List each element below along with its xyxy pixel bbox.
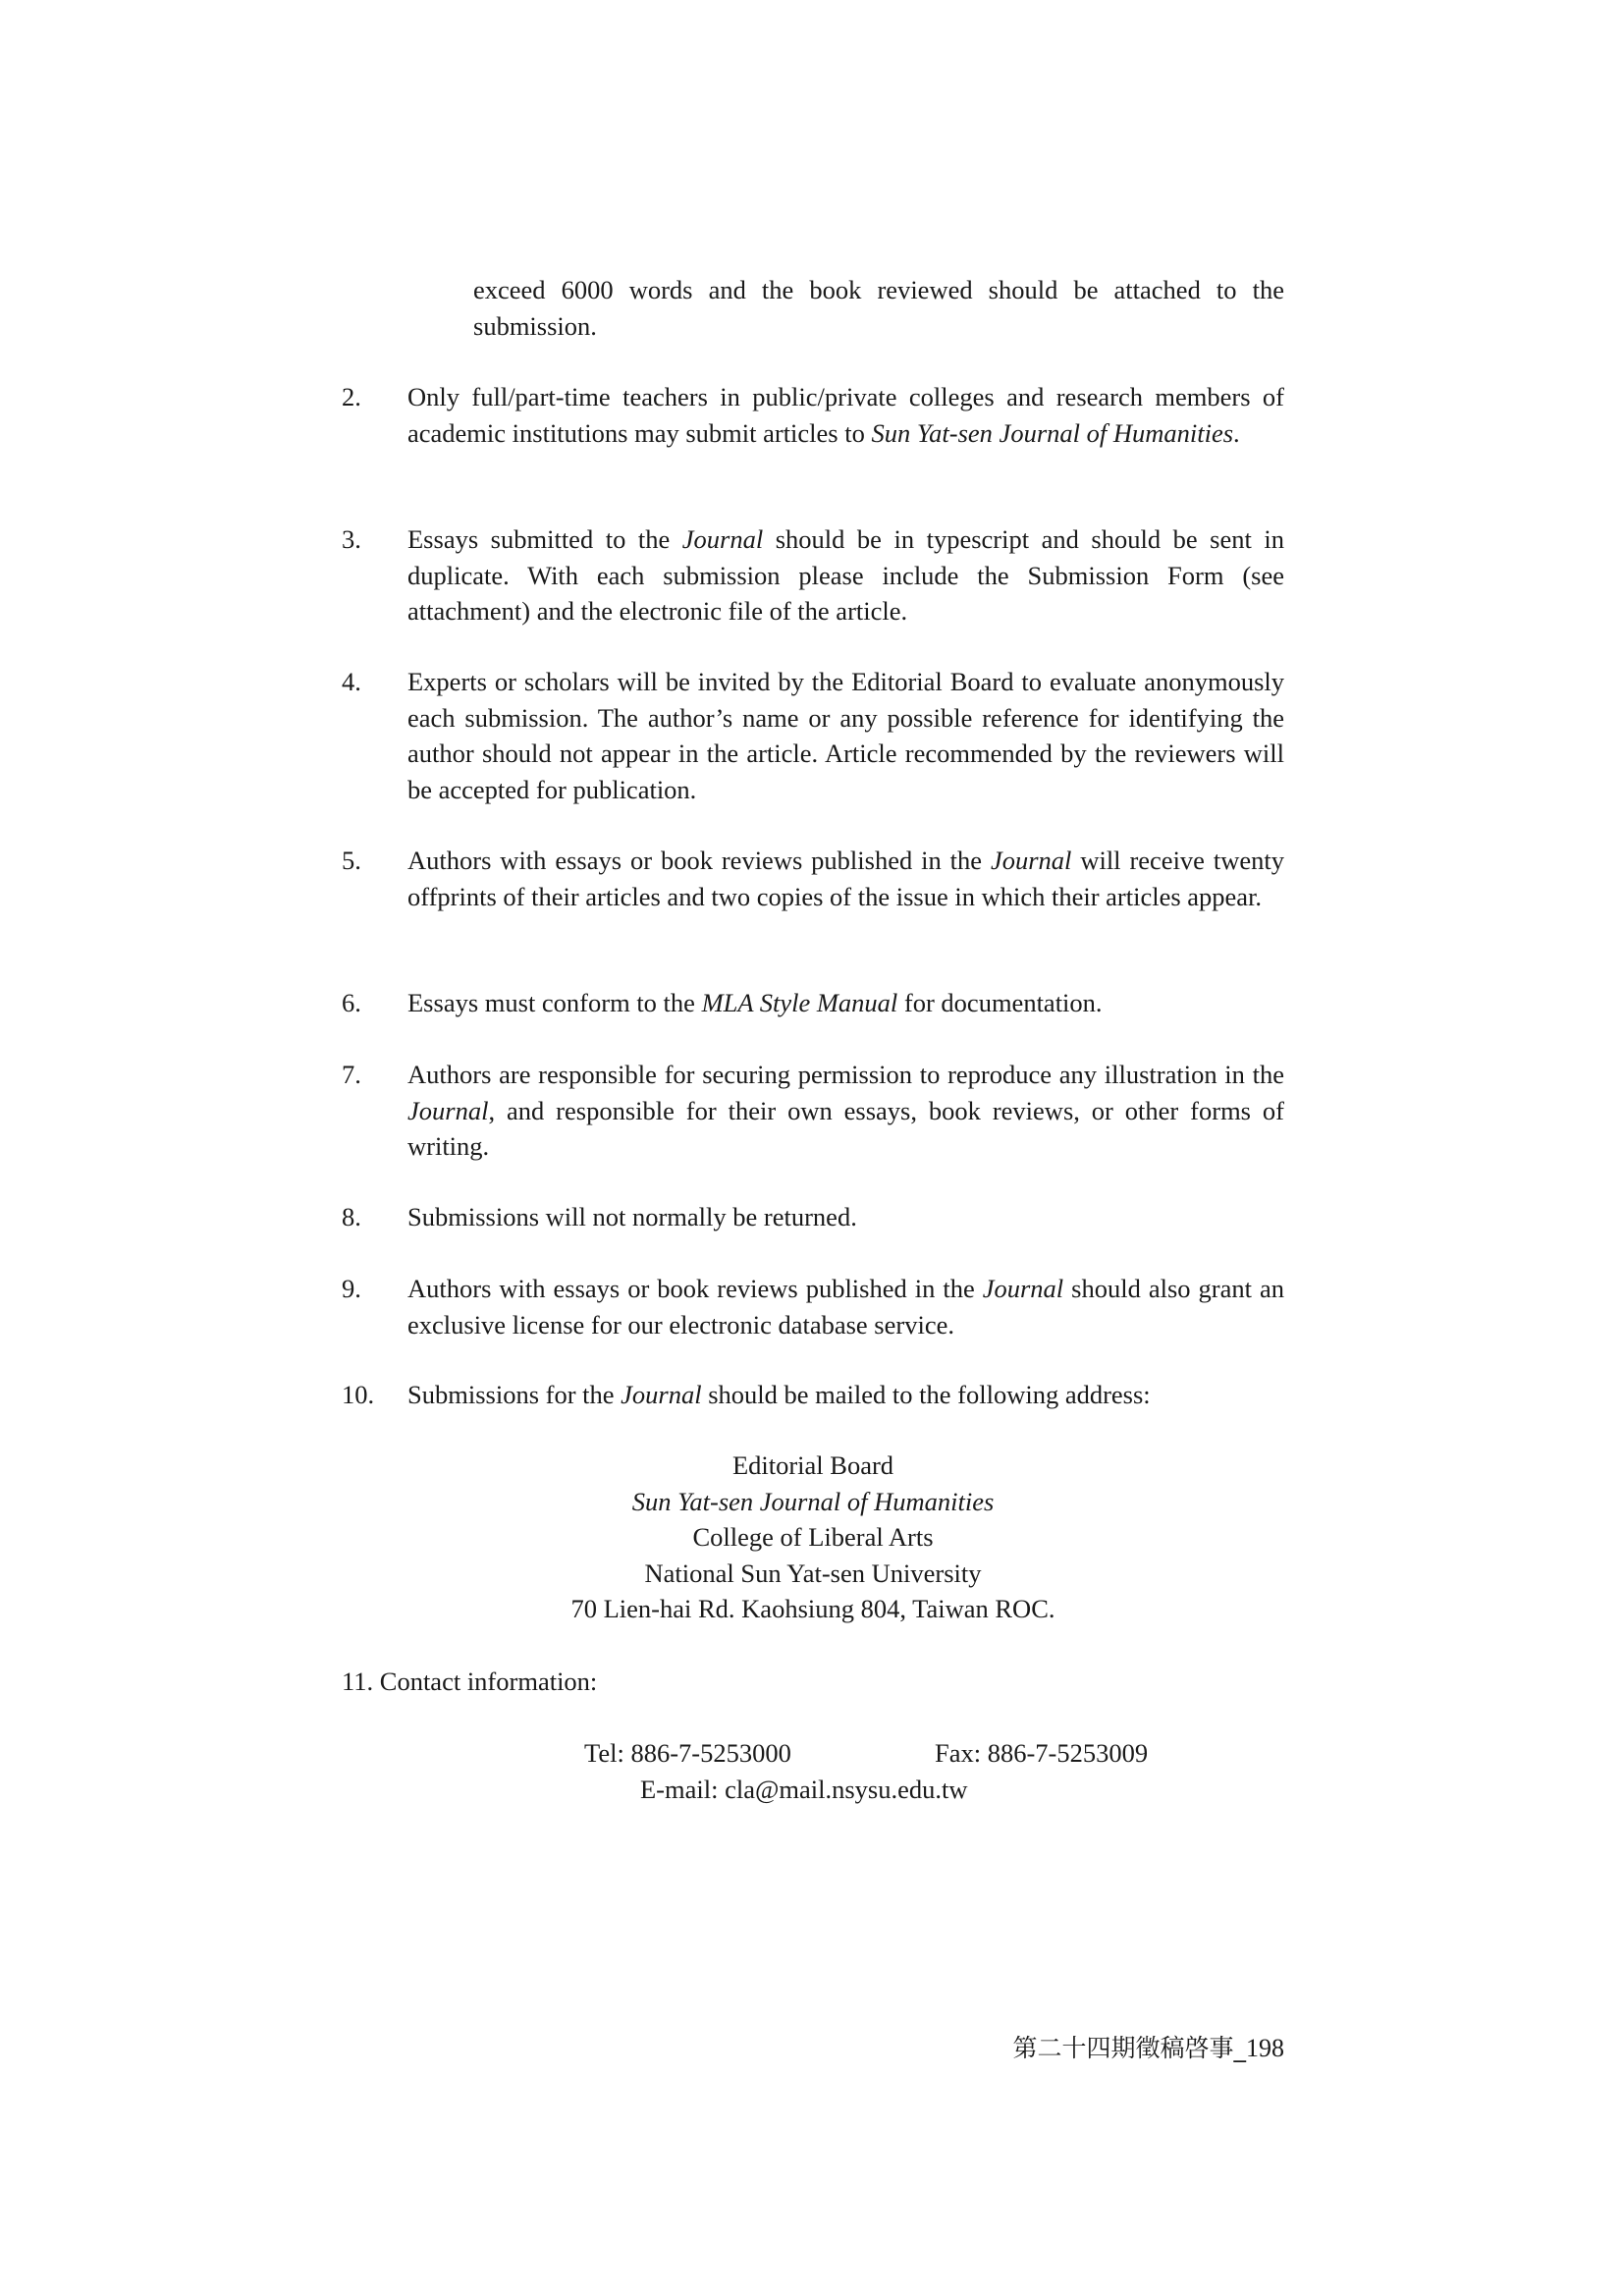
page-footer <box>1012 2031 1284 2066</box>
italic-run: Sun Yat-sen Journal of Humanities <box>871 417 1234 448</box>
item-text <box>407 664 1284 807</box>
item-number: 10. <box>342 1380 375 1409</box>
item-number: 2. <box>342 382 361 411</box>
item-1-continuation: exceed 6000 words and the book reviewed should be attached to the submission. <box>473 275 1284 341</box>
text-run: will receive twenty offprints of their articles and two copies of the issue in which their articles appear. <box>407 846 1284 911</box>
contact-tel: Tel: 886-7-5253000 <box>584 1738 791 1768</box>
item-text <box>407 1271 1284 1342</box>
text-run: Experts or scholars will be invited by the Editorial Board to evaluate anonymously each submission. The author’s name or any possible reference for identifying the author should not appear in the article. Article recommended by the reviewers will be accepted for publication. <box>407 667 1284 804</box>
address-line-board: Editorial Board <box>731 1450 894 1480</box>
text-run: Authors with essays or book reviews published in the <box>407 1274 983 1303</box>
item-text <box>407 843 1284 914</box>
list-item-4 <box>342 664 1284 807</box>
address-line-college: College of Liberal Arts <box>692 1522 934 1552</box>
page-number: 198 <box>1246 2034 1284 2062</box>
item-number: 8. <box>342 1202 361 1231</box>
list-item-7 <box>342 1057 1284 1165</box>
italic-run: Journal <box>681 524 764 554</box>
item-text <box>407 521 1284 629</box>
item-number: 4. <box>342 667 361 696</box>
list-item-9 <box>342 1271 1284 1342</box>
item-number: 3. <box>342 524 361 554</box>
text-run: Essays must conform to the <box>407 988 702 1017</box>
italic-run: Journal <box>990 846 1072 875</box>
item-number: 6. <box>342 988 361 1017</box>
address-line-journal: Sun Yat-sen Journal of Humanities <box>631 1486 995 1516</box>
address-line-university: National Sun Yat-sen University <box>644 1558 982 1588</box>
text-run: Only full/part-time teachers in public/private colleges and research members of academic institutions may submit articles to <box>407 382 1284 448</box>
list-item-10 <box>342 1377 1284 1413</box>
text-run: Essays submitted to the <box>407 524 682 554</box>
text-run: should be mailed to the following address: <box>701 1380 1151 1409</box>
italic-run: Journal <box>407 1095 489 1125</box>
list-item-8 <box>342 1199 1284 1235</box>
text-run: for documentation. <box>897 988 1103 1017</box>
text-run: Submissions will not normally be returned. <box>407 1202 857 1231</box>
mailing-address <box>342 1448 1284 1627</box>
list-item-6 <box>342 985 1284 1021</box>
text-run: . <box>1233 417 1240 448</box>
italic-run: Journal <box>982 1274 1064 1303</box>
item-text <box>407 1199 1284 1235</box>
text-run: should be in typescript and should be sent in duplicate. With each submission please include the Submission Form (see attachment) and the electronic file of the article. <box>407 524 1284 626</box>
footer-issue-label: 第二十四期徵稿啓事_ <box>1012 2034 1246 2062</box>
item-text <box>407 1057 1284 1165</box>
contact-fax: Fax: 886-7-5253009 <box>935 1738 1149 1768</box>
item-text <box>407 379 1284 451</box>
item-text <box>407 985 1284 1021</box>
text-run: Authors with essays or book reviews published in the <box>407 846 991 875</box>
item-text <box>407 1377 1284 1413</box>
list-item-5 <box>342 843 1284 914</box>
item-number: 5. <box>342 846 361 875</box>
list-item-2 <box>342 379 1284 451</box>
contact-heading: 11. Contact information: <box>342 1667 598 1696</box>
text-run: , and responsible for their own essays, book reviews, or other forms of writing. <box>407 1095 1284 1161</box>
italic-run: MLA Style Manual <box>701 988 898 1017</box>
text-run: should also grant an exclusive license for our electronic database service. <box>407 1274 1284 1339</box>
item-number: 9. <box>342 1274 361 1303</box>
list-item-3 <box>342 521 1284 629</box>
text-run: Submissions for the <box>407 1380 622 1409</box>
text-run: Authors are responsible for securing permission to reproduce any illustration in the <box>407 1060 1284 1089</box>
italic-run: Journal <box>621 1380 702 1409</box>
item-number: 7. <box>342 1060 361 1089</box>
address-line-street: 70 Lien-hai Rd. Kaohsiung 804, Taiwan ROC. <box>570 1594 1055 1623</box>
contact-email: E-mail: cla@mail.nsysu.edu.tw <box>640 1775 968 1804</box>
